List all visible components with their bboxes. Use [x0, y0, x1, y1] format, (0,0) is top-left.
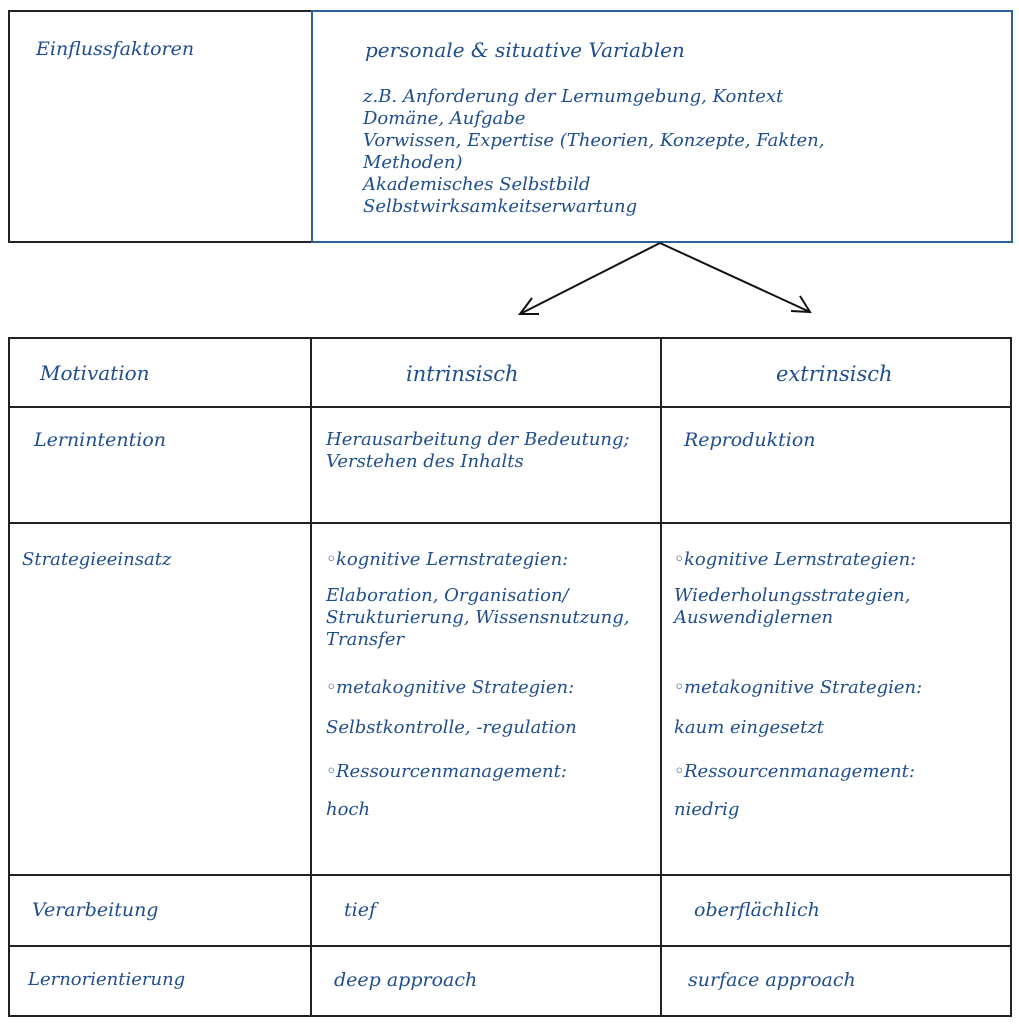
extrinsic-bullet-cognitive: ◦kognitive Lernstrategien:: [674, 549, 917, 570]
intrinsic-lernintention: Herausarbeitung der Bedeutung; Verstehen des Inhalts: [326, 429, 630, 472]
factors-list: [363, 86, 1003, 218]
arrow-left-line: [520, 243, 660, 314]
row-label-strategieeinsatz: Strategieeinsatz: [22, 549, 172, 570]
factors-line: Akademisches Selbstbild: [363, 174, 591, 195]
intrinsic-bullet-cognitive: ◦kognitive Lernstrategien:: [326, 549, 569, 570]
factors-label-box: [8, 10, 313, 243]
header-intrinsic: intrinsisch: [406, 362, 519, 386]
factors-heading: personale & situative Variablen: [365, 38, 685, 62]
extrinsic-lernorientierung: surface approach: [688, 969, 856, 991]
row-label-lernorientierung: Lernorientierung: [28, 969, 186, 990]
factors-content-box: [311, 10, 1013, 243]
header-motivation: Motivation: [40, 361, 150, 385]
extrinsic-metacognitive-text: kaum eingesetzt: [674, 717, 825, 738]
intrinsic-lernorientierung: deep approach: [334, 969, 478, 991]
row-label-lernintention: Lernintention: [34, 429, 166, 451]
factors-line: Domäne, Aufgabe: [363, 108, 526, 129]
factors-line: Vorwissen, Expertise (Theorien, Konzepte, Fakten,: [363, 130, 825, 151]
intrinsic-verarbeitung: tief: [344, 899, 376, 921]
extrinsic-resources-text: niedrig: [674, 799, 740, 820]
intrinsic-cognitive-text: Elaboration, Organisation/ Strukturierung, Wissensnutzung, Transfer: [326, 585, 630, 650]
arrow-left-head: [520, 298, 539, 314]
intrinsic-bullet-resources: ◦Ressourcenmanagement:: [326, 761, 567, 782]
factors-label: Einflussfaktoren: [36, 38, 195, 60]
extrinsic-verarbeitung: oberflächlich: [694, 899, 820, 921]
intrinsic-metacognitive-text: Selbstkontrolle, -regulation: [326, 717, 577, 738]
intrinsic-bullet-metacognitive: ◦metakognitive Strategien:: [326, 677, 575, 698]
factors-line: Methoden): [363, 152, 463, 173]
extrinsic-bullet-resources: ◦Ressourcenmanagement:: [674, 761, 915, 782]
factors-line: z.B. Anforderung der Lernumgebung, Kontext: [363, 86, 784, 107]
arrow-right-line: [660, 243, 810, 312]
intrinsic-resources-text: hoch: [326, 799, 371, 820]
arrow-right-head: [791, 296, 810, 312]
extrinsic-strategies: [674, 549, 1004, 821]
extrinsic-cognitive-text: Wiederholungsstrategien, Auswendiglernen: [674, 585, 911, 628]
header-extrinsic: extrinsisch: [776, 362, 893, 386]
extrinsic-bullet-metacognitive: ◦metakognitive Strategien:: [674, 677, 923, 698]
motivation-table: [8, 337, 1012, 1017]
intrinsic-strategies: [326, 549, 656, 821]
factors-line: Selbstwirksamkeitserwartung: [363, 196, 638, 217]
row-label-verarbeitung: Verarbeitung: [32, 899, 159, 921]
extrinsic-lernintention: Reproduktion: [684, 429, 816, 451]
